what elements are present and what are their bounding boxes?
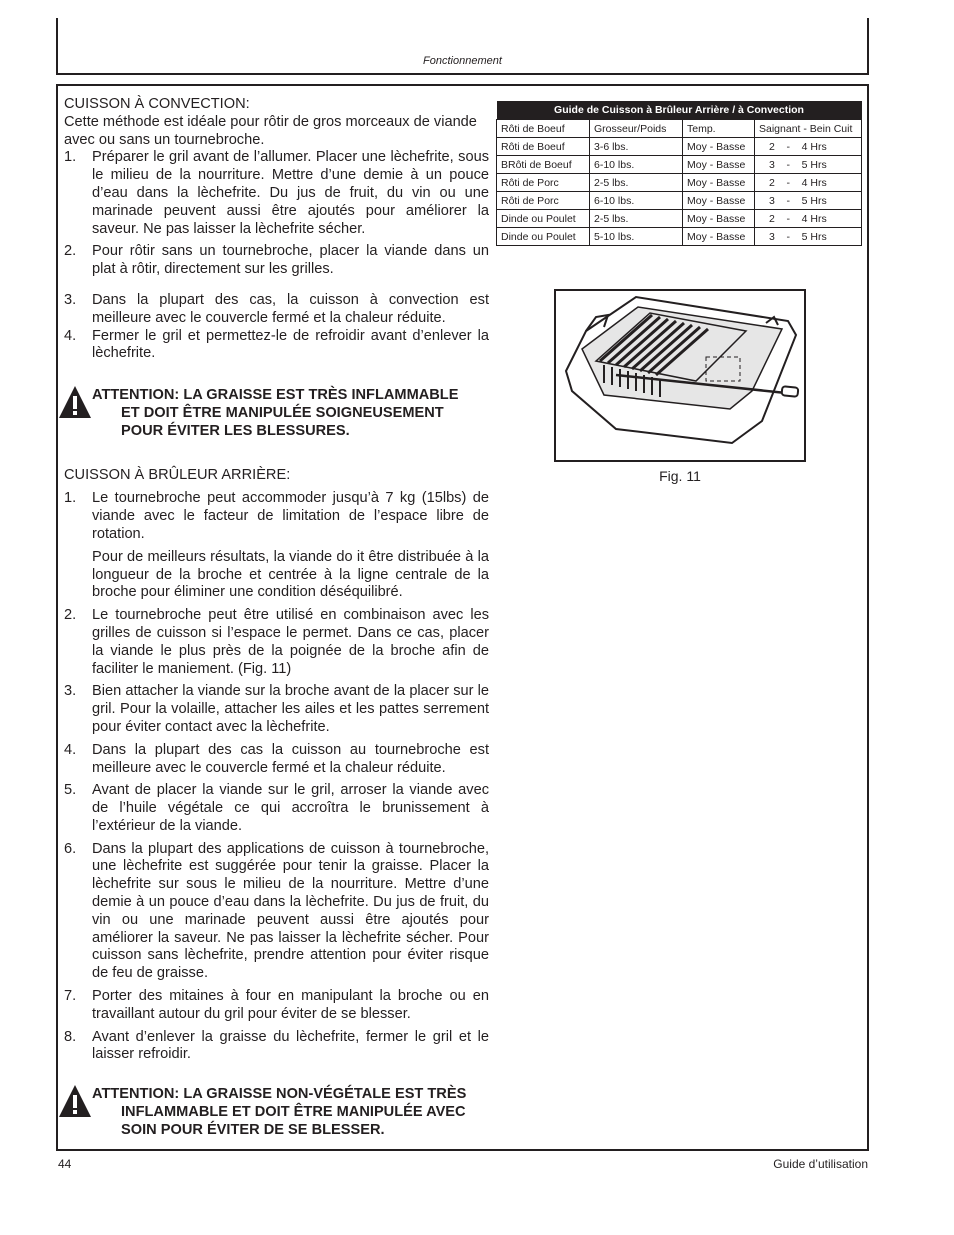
warning-line: SOIN POUR ÉVITER DE SE BLESSER. (121, 1121, 385, 1138)
item-number: 8. (64, 1028, 77, 1045)
column-header: Rôti de Boeuf (497, 120, 590, 138)
warning-line: ATTENTION: LA GRAISSE NON-VÉGÉTALE EST TRÈS (92, 1086, 467, 1103)
item-number: 5. (64, 782, 77, 799)
table-cell: Moy - Basse (683, 228, 755, 246)
item-text: Porter des mitaines à four en manipulant la broche ou en travaillant autour du gril pour éviter de se blesser. (92, 988, 489, 1022)
list-item (64, 490, 489, 602)
item-number: 3. (64, 683, 77, 700)
warning-non-vegetable-grease (64, 1086, 489, 1139)
table-cell: Moy - Basse (683, 192, 755, 210)
item-text: Fermer le gril et permettez-le de refroidir avant d’enlever la lèchefrite. (92, 327, 489, 362)
item-text: Pour de meilleurs résultats, la viande do it être distribuée à la longueur de la broche et centrée à la ligne centrale de la broche pour éliminer une condition déséquilibré. (92, 548, 489, 601)
left-column (64, 96, 489, 1166)
list-item (64, 607, 489, 678)
table-cell: 6-10 lbs. (590, 156, 683, 174)
table-cell: Moy - Basse (683, 138, 755, 156)
table-cell: Rôti de Porc (497, 174, 590, 192)
list-item (64, 149, 489, 238)
warning-line: ET DOIT ÊTRE MANIPULÉE SOIGNEUSEMENT (121, 404, 444, 421)
list-item (64, 328, 489, 364)
item-number: 4. (64, 741, 77, 758)
warning-line: INFLAMMABLE ET DOIT ÊTRE MANIPULÉE AVEC (121, 1104, 466, 1121)
table-cell: 3-6 lbs. (590, 138, 683, 156)
item-text: Préparer le gril avant de l’allumer. Placer une lèchefrite, sous le milieu de la nourriture. Mettre d’une demie à un pouce d’eau dans la lèchefrite. Du jus de fruit, du vin ou une marinade peuvent aussi être ajoutés pour améliorer la saveur. Ne pas laisser la lèchefrite sécher. (92, 149, 489, 237)
table-cell: 2 - 4 Hrs (755, 138, 862, 156)
rotisserie-figure (554, 289, 806, 462)
item-number: 1. (64, 490, 77, 507)
table-cell: Moy - Basse (683, 156, 755, 174)
list-item (64, 683, 489, 736)
cooking-guide-table (496, 101, 862, 246)
item-text: Le tournebroche peut accommoder jusqu’à 7 kg (15lbs) de viande avec le facteur de limitation de l’espace libre de rotation. (92, 490, 489, 542)
item-text: Bien attacher la viande sur la broche avant de la placer sur le gril. Pour la volaille, attacher les ailes et les pattes serrement pour éviter contact avec la lèchefrite. (92, 683, 489, 735)
list-item (64, 841, 489, 983)
list-item (64, 1029, 489, 1065)
table-row (497, 228, 862, 246)
item-text: Avant de placer la viande sur le gril, arroser la viande avec de l’huile végétale ce qui accroîtra le brunissement à l’extérieur de la viande. (92, 782, 489, 834)
table-cell: 2-5 lbs. (590, 210, 683, 228)
table-cell: 3 - 5 Hrs (755, 156, 862, 174)
table-cell: 2-5 lbs. (590, 174, 683, 192)
page-number: 44 (58, 1157, 72, 1171)
item-number: 3. (64, 291, 77, 308)
column-header: Grosseur/Poids (590, 120, 683, 138)
item-text: Le tournebroche peut être utilisé en combinaison avec les grilles de cuisson si l’espace le permet. Dans ce cas, placer la viande le plus près de la poignée de la broche afin de faciliter le maniement. (Fig. 11) (92, 607, 489, 677)
column-header: Saignant - Bein Cuit (755, 120, 862, 138)
table-cell: Moy - Basse (683, 174, 755, 192)
table-cell: 3 - 5 Hrs (755, 228, 862, 246)
table-cell: Dinde ou Poulet (497, 210, 590, 228)
rear-burner-heading: CUISSON À BRÛLEUR ARRIÈRE: (64, 466, 291, 483)
item-number: 7. (64, 988, 77, 1005)
warning-triangle-icon (58, 385, 92, 419)
warning-grease-flammable (64, 387, 489, 440)
page-header (56, 18, 869, 75)
table-cell: 2 - 4 Hrs (755, 174, 862, 192)
table-cell: 3 - 5 Hrs (755, 192, 862, 210)
table-header-row (497, 120, 862, 138)
table-cell: Dinde ou Poulet (497, 228, 590, 246)
rear-burner-list (64, 490, 489, 1064)
list-item (64, 742, 489, 778)
table-cell: Rôti de Boeuf (497, 138, 590, 156)
convection-intro: Cette méthode est idéale pour rôtir de gros morceaux de viande avec ou sans un tournebroche. (64, 113, 477, 148)
warning-line: ATTENTION: LA GRAISSE EST TRÈS INFLAMMABLE (92, 387, 459, 404)
document-title: Guide d’utilisation (773, 1157, 868, 1171)
item-text: Pour rôtir sans un tournebroche, placer la viande dans un plat à rôtir, directement sur les grilles. (92, 243, 489, 278)
item-number: 6. (64, 840, 77, 857)
warning-triangle-icon (58, 1084, 92, 1118)
table-cell: 6-10 lbs. (590, 192, 683, 210)
item-text: Dans la plupart des cas la cuisson au tournebroche est meilleure avec le couvercle fermé et la chaleur réduite. (92, 741, 489, 776)
item-text: Dans la plupart des applications de cuisson à tournebroche, une lèchefrite est suggérée pour tenir la graisse. Placer la lèchefrite sur sous le milieu de la nourriture. Mettre d’une demie à un pouce d’eau dans la lèchefrite. Du jus de fruit, du vin ou une marinade peuvent aussi être ajoutés pour améliorer la saveur. Ne pas laisser la lèchefrite sécher. Pour cuisson sans lèchefrite, prendre attention pour éviter risque de feu de graisse. (92, 840, 489, 982)
item-text: Dans la plupart des cas, la cuisson à convection est meilleure avec le couvercle fermé et la chaleur réduite. (92, 291, 489, 326)
item-number: 2. (64, 607, 77, 624)
item-number: 4. (64, 327, 77, 344)
table-row (497, 210, 862, 228)
list-item (64, 988, 489, 1024)
table-row (497, 192, 862, 210)
table-cell: 5-10 lbs. (590, 228, 683, 246)
table-row (497, 156, 862, 174)
column-header: Temp. (683, 120, 755, 138)
list-item (64, 292, 489, 328)
table-row (497, 174, 862, 192)
list-item (64, 782, 489, 835)
warning-line: POUR ÉVITER LES BLESSURES. (121, 422, 350, 439)
convection-list (64, 149, 489, 363)
table-title: Guide de Cuisson à Brûleur Arrière / à Convection (497, 101, 862, 120)
item-number: 1. (64, 149, 77, 166)
table-cell: BRôti de Boeuf (497, 156, 590, 174)
section-title: Fonctionnement (423, 55, 502, 67)
item-text: Avant d’enlever la graisse du lèchefrite, fermer le gril et le laisser refroidir. (92, 1028, 489, 1063)
grill-rotisserie-illustration (556, 291, 804, 460)
table-cell: Rôti de Porc (497, 192, 590, 210)
table-row (497, 138, 862, 156)
item-number: 2. (64, 243, 77, 260)
table-cell: 2 - 4 Hrs (755, 210, 862, 228)
list-item (64, 243, 489, 279)
convection-heading: CUISSON À CONVECTION: (64, 96, 250, 112)
figure-caption: Fig. 11 (659, 468, 701, 484)
table-cell: Moy - Basse (683, 210, 755, 228)
